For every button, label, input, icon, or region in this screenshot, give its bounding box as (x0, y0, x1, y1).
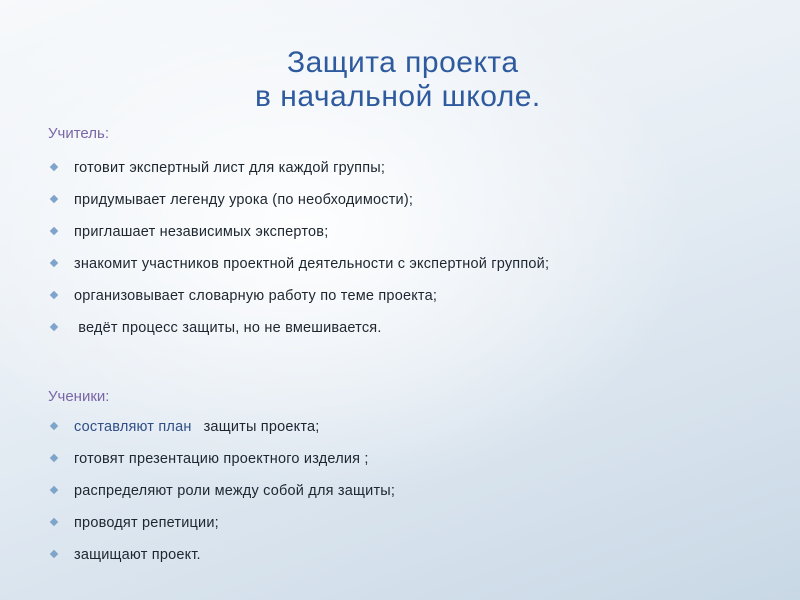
bullet-icon (50, 163, 58, 171)
slide-title-line-2: в начальной школе. (255, 80, 541, 113)
list-item-text: ведёт процесс защиты, но не вмешивается. (74, 320, 382, 336)
slide-title-line-1: Защита проекта (287, 46, 519, 79)
list-item-text: защищают проект. (74, 547, 201, 563)
bullet-icon (50, 291, 58, 299)
list-item (48, 482, 768, 514)
list-item-highlight: составляют план (74, 419, 192, 435)
list-item-text: придумывает легенду урока (по необходимости); (74, 192, 414, 208)
bullet-icon (50, 550, 58, 558)
list-item-text: организовывает словарную работу по теме проекта; (74, 288, 438, 304)
list-item (48, 191, 768, 223)
list-item (48, 319, 768, 351)
students-list (48, 418, 768, 578)
bullet-icon (50, 486, 58, 494)
list-item-text: приглашает независимых экспертов; (74, 224, 329, 240)
bullet-icon (50, 323, 58, 331)
list-item (48, 255, 768, 287)
list-item-text: готовит экспертный лист для каждой группы; (74, 160, 386, 176)
teacher-heading: Учитель: (48, 125, 110, 142)
bullet-icon (50, 227, 58, 235)
bullet-icon (50, 195, 58, 203)
slide-title (240, 46, 640, 114)
list-item (48, 287, 768, 319)
list-item (48, 159, 768, 191)
list-item-text: защиты проекта; (203, 419, 320, 435)
list-item (48, 223, 768, 255)
list-item-text: распределяют роли между собой для защиты; (74, 483, 396, 499)
list-item (48, 546, 768, 578)
list-item-text: готовят презентацию проектного изделия ; (74, 451, 369, 467)
teacher-list (48, 159, 768, 351)
bullet-icon (50, 518, 58, 526)
list-item-text: проводят репетиции; (74, 515, 219, 531)
list-item (48, 514, 768, 546)
bullet-icon (50, 454, 58, 462)
list-item (48, 450, 768, 482)
bullet-icon (50, 422, 58, 430)
list-item-text: знакомит участников проектной деятельности с экспертной группой; (74, 256, 550, 272)
students-heading: Ученики: (48, 388, 110, 405)
list-item (48, 418, 768, 450)
bullet-icon (50, 259, 58, 267)
